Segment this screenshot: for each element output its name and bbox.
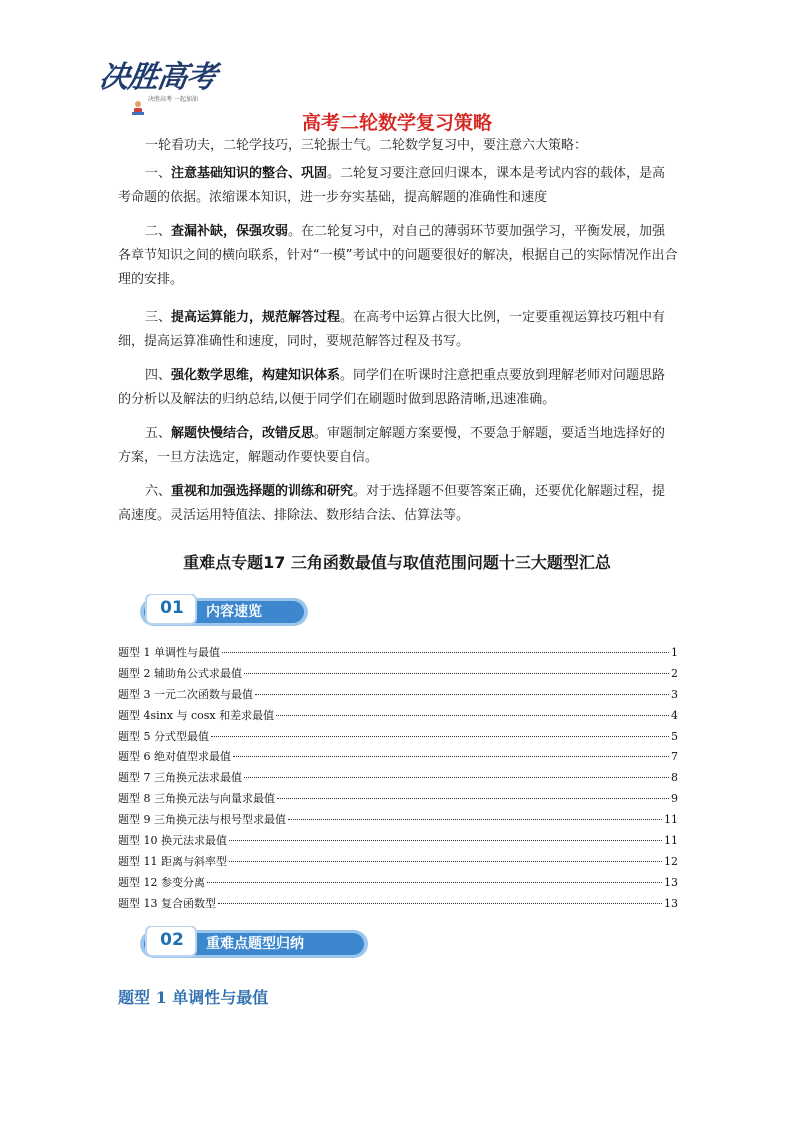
strategy-text: 。对于选择题不但要答案正确，还要优化解题过程，提高速度。灵活运用特值法、排除法、数形结合法、估算法等。: [118, 484, 666, 523]
section-banner-02: [130, 926, 370, 960]
strategy-1: [118, 162, 678, 210]
strategy-lead: 三、: [145, 310, 172, 325]
toc-item[interactable]: [118, 895, 678, 916]
section-heading: 题型 1 单调性与最值: [118, 988, 269, 1007]
strategy-6: [118, 480, 678, 528]
table-of-contents: [118, 644, 678, 916]
toc-item[interactable]: [118, 728, 678, 749]
toc-title: 题型 12 参变分离: [118, 875, 205, 889]
toc-title: 题型 13 复合函数型: [118, 896, 216, 910]
strategy-5: [118, 422, 678, 470]
toc-page: 11: [664, 834, 678, 848]
strategy-lead: 一、: [145, 166, 172, 181]
banner-label: 重难点题型归纳: [206, 936, 304, 952]
strategy-bold: 注意基础知识的整合、巩固: [171, 166, 328, 181]
strategy-4: [118, 364, 678, 412]
strategy-lead: 六、: [145, 484, 172, 499]
logo-text: 决胜高考: [97, 60, 218, 95]
strategy-text: 。在二轮复习中，对自己的薄弱环节要加强学习，平衡发展，加强各章节知识之间的横向联系，针对“一模”考试中的问题要很好的解决，根据自己的实际情况作出合理的安排。: [118, 224, 678, 287]
toc-item[interactable]: [118, 748, 678, 769]
strategy-lead: 五、: [145, 426, 172, 441]
toc-leader: [276, 715, 669, 716]
toc-leader: [211, 736, 669, 737]
toc-page: 1: [671, 646, 678, 659]
toc-page: 13: [664, 896, 678, 910]
toc-page: 13: [664, 875, 678, 889]
toc-title: 题型 11 距离与斜率型: [118, 854, 227, 868]
toc-title: 题型 3 一元二次函数与最值: [118, 687, 253, 701]
logo-subtext: 决胜高考 一起加油: [148, 96, 198, 103]
toc-leader: [244, 777, 669, 778]
strategy-lead: 四、: [145, 368, 172, 383]
strategy-text: 。二轮复习要注意回归课本，课本是考试内容的载体，是高考命题的依据。浓缩课本知识，进一步夯实基础，提高解题的准确性和速度: [118, 166, 666, 205]
toc-item[interactable]: [118, 686, 678, 707]
toc-title: 题型 2 辅助角公式求最值: [118, 666, 242, 680]
section-banner-01: [130, 594, 310, 628]
toc-leader: [207, 882, 662, 883]
toc-page: 7: [671, 750, 678, 764]
toc-title: 题型 6 绝对值型求最值: [118, 750, 231, 764]
strategy-bold: 强化数学思维，构建知识体系: [171, 368, 341, 383]
toc-item[interactable]: [118, 790, 678, 811]
toc-leader: [229, 861, 662, 862]
toc-page: 8: [671, 771, 678, 785]
intro-paragraph: 一轮看功夫，二轮学技巧，三轮振士气。二轮数学复习中，要注意六大策略：: [145, 138, 588, 153]
toc-item[interactable]: [118, 811, 678, 832]
toc-leader: [229, 840, 662, 841]
toc-leader: [218, 903, 662, 904]
toc-item[interactable]: [118, 832, 678, 853]
strategy-text: 。在高考中运算占很大比例，一定要重视运算技巧粗中有细，提高运算准确性和速度，同时，要规范解答过程及书写。: [118, 310, 666, 349]
toc-title: 题型 9 三角换元法与根号型求最值: [118, 813, 286, 827]
toc-item[interactable]: [118, 644, 678, 665]
toc-leader: [222, 652, 669, 653]
toc-item[interactable]: [118, 853, 678, 874]
strategy-bold: 重视和加强选择题的训练和研究: [171, 484, 354, 499]
toc-page: 9: [671, 792, 678, 806]
banner-number: 01: [160, 598, 184, 618]
toc-title: 题型 4sinx 与 cosx 和差求最值: [118, 708, 275, 722]
toc-item[interactable]: [118, 665, 678, 686]
strategy-text: 。同学们在听课时注意把重点要放到理解老师对问题思路的分析以及解法的归纳总结,以便于同学们在刷题时做到思路清晰,迅速准确。: [118, 368, 666, 407]
page-title: 高考二轮数学复习策略: [301, 112, 492, 134]
toc-page: 11: [664, 813, 678, 827]
toc-leader: [277, 798, 669, 799]
strategy-lead: 二、: [145, 224, 172, 239]
toc-leader: [255, 694, 669, 695]
toc-page: 3: [671, 687, 678, 701]
toc-title: 题型 8 三角换元法与向量求最值: [118, 792, 275, 806]
topic-title: 重难点专题17 三角函数最值与取值范围问题十三大题型汇总: [183, 553, 611, 572]
toc-item[interactable]: [118, 707, 678, 728]
toc-leader: [244, 673, 669, 674]
banner-number: 02: [160, 930, 184, 950]
strategy-text: 。审题制定解题方案要慢，不要急于解题，要适当地选择好的方案，一旦方法选定，解题动作要快要自信。: [118, 426, 666, 465]
strategy-2: [118, 220, 678, 292]
toc-title: 题型 10 换元法求最值: [118, 834, 227, 848]
banner-label: 内容速览: [206, 604, 262, 620]
strategy-bold: 解题快慢结合，改错反思: [171, 426, 315, 441]
toc-page: 2: [671, 666, 678, 680]
toc-leader: [233, 756, 669, 757]
strategy-bold: 查漏补缺，保强攻弱: [171, 224, 289, 239]
toc-item[interactable]: [118, 769, 678, 790]
strategy-bold: 提高运算能力，规范解答过程: [171, 310, 341, 325]
toc-title: 题型 5 分式型最值: [118, 729, 209, 743]
toc-title: 题型 1 单调性与最值: [118, 646, 220, 659]
toc-page: 5: [671, 729, 678, 743]
toc-leader: [288, 819, 662, 820]
strategy-3: [118, 306, 678, 354]
toc-page: 12: [664, 854, 678, 868]
toc-item[interactable]: [118, 874, 678, 895]
toc-page: 4: [671, 708, 678, 722]
toc-title: 题型 7 三角换元法求最值: [118, 771, 242, 785]
